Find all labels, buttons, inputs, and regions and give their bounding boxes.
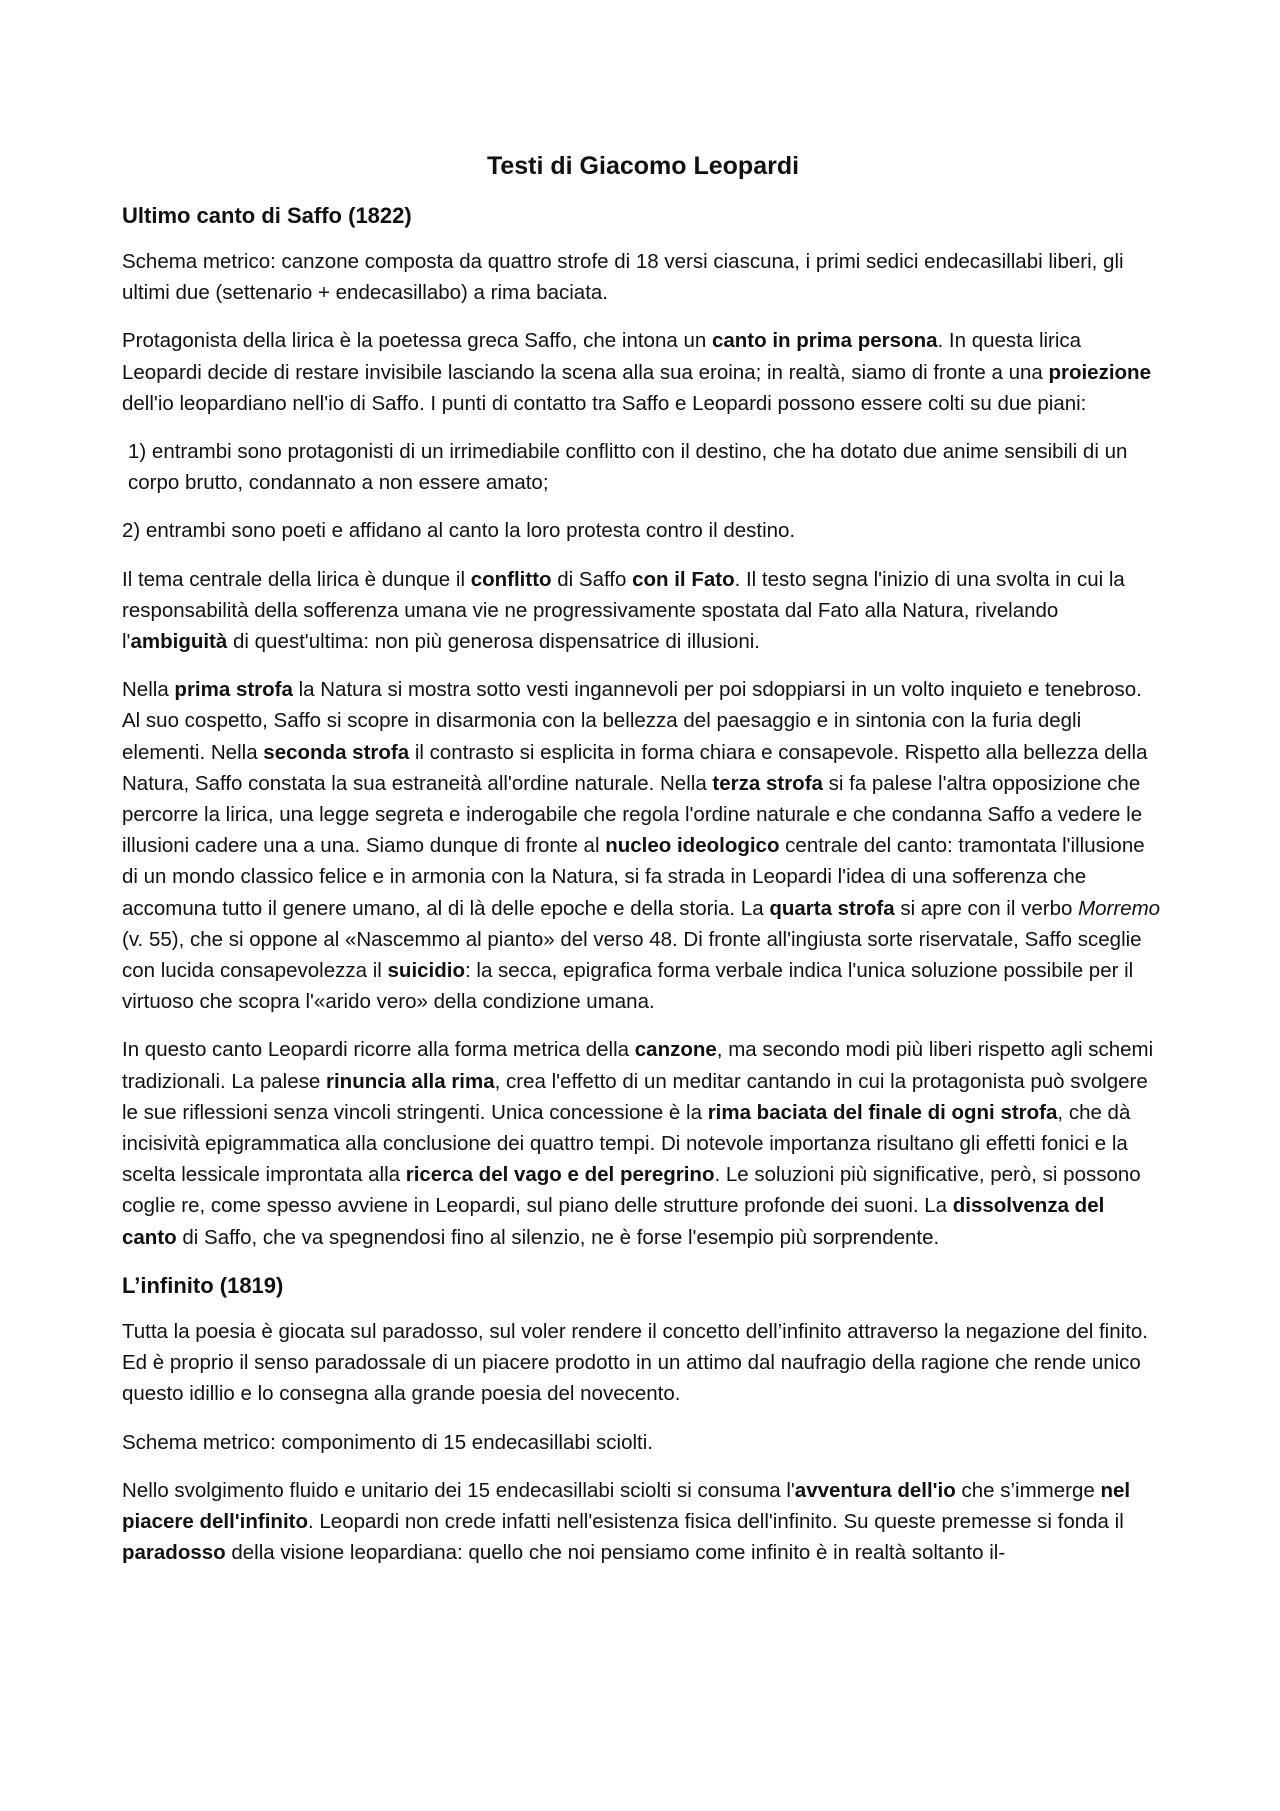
text-run: . Le soluzioni più significative, però, si possono coglie re, come spesso avviene in Leopardi, sul piano delle strutture profonde dei suoni. La <box>122 1163 1141 1218</box>
text-run: In questo canto Leopardi ricorre alla forma metrica della <box>122 1038 635 1062</box>
text-run: Nello svolgimento fluido e unitario dei 15 endecasillabi sciolti si consuma l' <box>122 1478 795 1502</box>
paragraph-forma-metrica <box>122 1034 1164 1252</box>
bold-text: conflitto <box>470 567 552 591</box>
text-run: Schema metrico: componimento di 15 endecasillabi sciolti. <box>122 1430 653 1454</box>
paragraph-tema-centrale <box>122 564 1164 658</box>
section-l-infinito <box>122 1270 1164 1568</box>
text-run: Nella <box>122 678 175 702</box>
text-run: , che dà incisività epigrammatica alla conclusione dei quattro tempi. Di notevole importanza risultano gli effetti fonici e la scelta lessicale improntata alla <box>122 1100 1131 1187</box>
text-run: . In questa lirica Leopardi decide di restare invisibile lasciando la scena alla sua eroina; in realtà, siamo di fronte a una <box>122 329 1082 384</box>
text-run: il contrasto si esplicita in forma chiara e consapevole. Rispetto alla bellezza della Natura, Saffo constata la sua estraneità all'ordine naturale. Nella <box>122 740 1148 795</box>
text-run: centrale del canto: tramontata l'illusione di un mondo classico felice e in armonia con la Natura, si fa strada in Leopardi l'idea di una sofferenza che accomuna tutto il genere umano, al di là delle epoche e della storia. La <box>122 834 1145 920</box>
paragraph-point-1 <box>122 436 1164 498</box>
italic-text: Morremo <box>1078 896 1161 920</box>
text-run: di quest'ultima: non più generosa dispensatrice di illusioni. <box>227 630 760 654</box>
text-run: , ma secondo modi più liberi rispetto agli schemi tradizionali. La palese <box>122 1038 1154 1093</box>
document-page <box>122 150 1164 1585</box>
bold-text: nucleo ideologico <box>605 834 780 858</box>
bold-text: paradosso <box>122 1541 226 1565</box>
bold-text: prima strofa <box>174 678 293 702</box>
section-heading: Ultimo canto di Saffo (1822) <box>122 203 412 228</box>
bold-text: rima baciata del finale di ogni strofa <box>707 1100 1058 1124</box>
paragraph-svolgimento <box>122 1475 1164 1569</box>
paragraph-point-2 <box>122 515 1164 546</box>
bold-text: rinuncia alla rima <box>326 1069 495 1093</box>
text-run: di Saffo <box>551 567 633 591</box>
bold-text: seconda strofa <box>263 740 410 764</box>
bold-text: ambiguità <box>130 630 228 654</box>
bold-text: avventura dell'io <box>794 1478 956 1502</box>
bold-text: quarta strofa <box>769 896 895 920</box>
bold-text: suicidio <box>387 959 465 983</box>
paragraph-schema-metrico <box>122 246 1164 308</box>
paragraph-schema-metrico <box>122 1427 1164 1458</box>
bold-text: dissolvenza del canto <box>122 1194 1105 1249</box>
bold-text: nel piacere dell'infinito <box>122 1478 1131 1533</box>
text-run: 2) entrambi sono poeti e affidano al canto la loro protesta contro il destino. <box>122 519 796 543</box>
paragraph-strofe <box>122 674 1164 1017</box>
text-run: Schema metrico: canzone composta da quattro strofe di 18 versi ciascuna, i primi sedici endecasillabi liberi, gli ultimi due (settenario + endecasillabo) a rima baciata. <box>122 250 1124 305</box>
text-run: Protagonista della lirica è la poetessa greca Saffo, che intona un <box>122 329 712 353</box>
text-run: della visione leopardiana: quello che noi pensiamo come infinito è in realtà soltanto il- <box>225 1541 1006 1565</box>
bold-text: terza strofa <box>712 771 823 795</box>
text-run: Tutta la poesia è giocata sul paradosso, sul voler rendere il concetto dell’infinito attraverso la negazione del finito. Ed è proprio il senso paradossale di un piacere prodotto in un attimo dal naufragio della ragione che rende unico questo idillio e lo consegna alla grande poesia del novecento. <box>122 1319 1148 1406</box>
bold-text: proiezione <box>1048 360 1151 384</box>
text-run: (v. 55), che si oppone al «Nascemmo al pianto» del verso 48. Di fronte all'ingiusta sorte riservatale, Saffo sceglie con lucida consapevolezza il <box>122 927 1142 983</box>
section-ultimo-canto-di-saffo <box>122 200 1164 1253</box>
text-run: . Leopardi non crede infatti nell'esistenza fisica dell'infinito. Su queste premesse si fonda il <box>308 1509 1124 1533</box>
text-run: si apre con il verbo <box>894 896 1079 920</box>
paragraph-protagonista <box>122 325 1164 419</box>
bold-text: con il Fato <box>632 567 735 591</box>
text-run: che s’immerge <box>955 1478 1101 1502</box>
text-run: : la secca, epigrafica forma verbale indica l'unica soluzione possibile per il virtuoso che scopra l'«arido vero» della condizione umana. <box>122 959 1134 1014</box>
text-run: . Il testo segna l'inizio di una svolta in cui la responsabilità della sofferenza umana vie ne progressivamente spostata dal Fato alla Natura, rivelando l' <box>122 567 1125 654</box>
text-run: dell'io leopardiano nell'io di Saffo. I punti di contatto tra Saffo e Leopardi possono essere colti su due piani: <box>122 391 1087 415</box>
text-run: Il tema centrale della lirica è dunque il <box>122 567 471 591</box>
text-run: 1) entrambi sono protagonisti di un irrimediabile conflitto con il destino, che ha dotato due anime sensibili di un corpo brutto, condannato a non essere amato; <box>128 440 1128 495</box>
bold-text: canto in prima persona <box>711 329 938 353</box>
text-run: si fa palese l'altra opposizione che percorre la lirica, una legge segreta e inderogabile che regola l'ordine naturale e che condanna Saffo a vedere le illusioni cadere una a una. Siamo dunque di fronte al <box>122 771 1143 858</box>
page-title: Testi di Giacomo Leopardi <box>486 152 800 180</box>
bold-text: canzone <box>634 1038 717 1062</box>
text-run: , crea l'effetto di un meditar cantando in cui la protagonista può svolgere le sue riflessioni senza vincoli stringenti. Unica concessione è la <box>122 1069 1148 1124</box>
text-run: di Saffo, che va spegnendosi fino al silenzio, ne è forse l'esempio più sorprendente. <box>176 1225 940 1249</box>
paragraph-paradosso <box>122 1316 1164 1410</box>
text-run: la Natura si mostra sotto vesti ingannevoli per poi sdoppiarsi in un volto inquieto e tenebroso. Al suo cospetto, Saffo si scopre in disarmonia con la bellezza del paesaggio e in sintonia con la furia degli elementi. Nella <box>122 678 1142 764</box>
section-heading: L’infinito (1819) <box>122 1272 284 1298</box>
bold-text: ricerca del vago e del peregrino <box>405 1163 715 1187</box>
